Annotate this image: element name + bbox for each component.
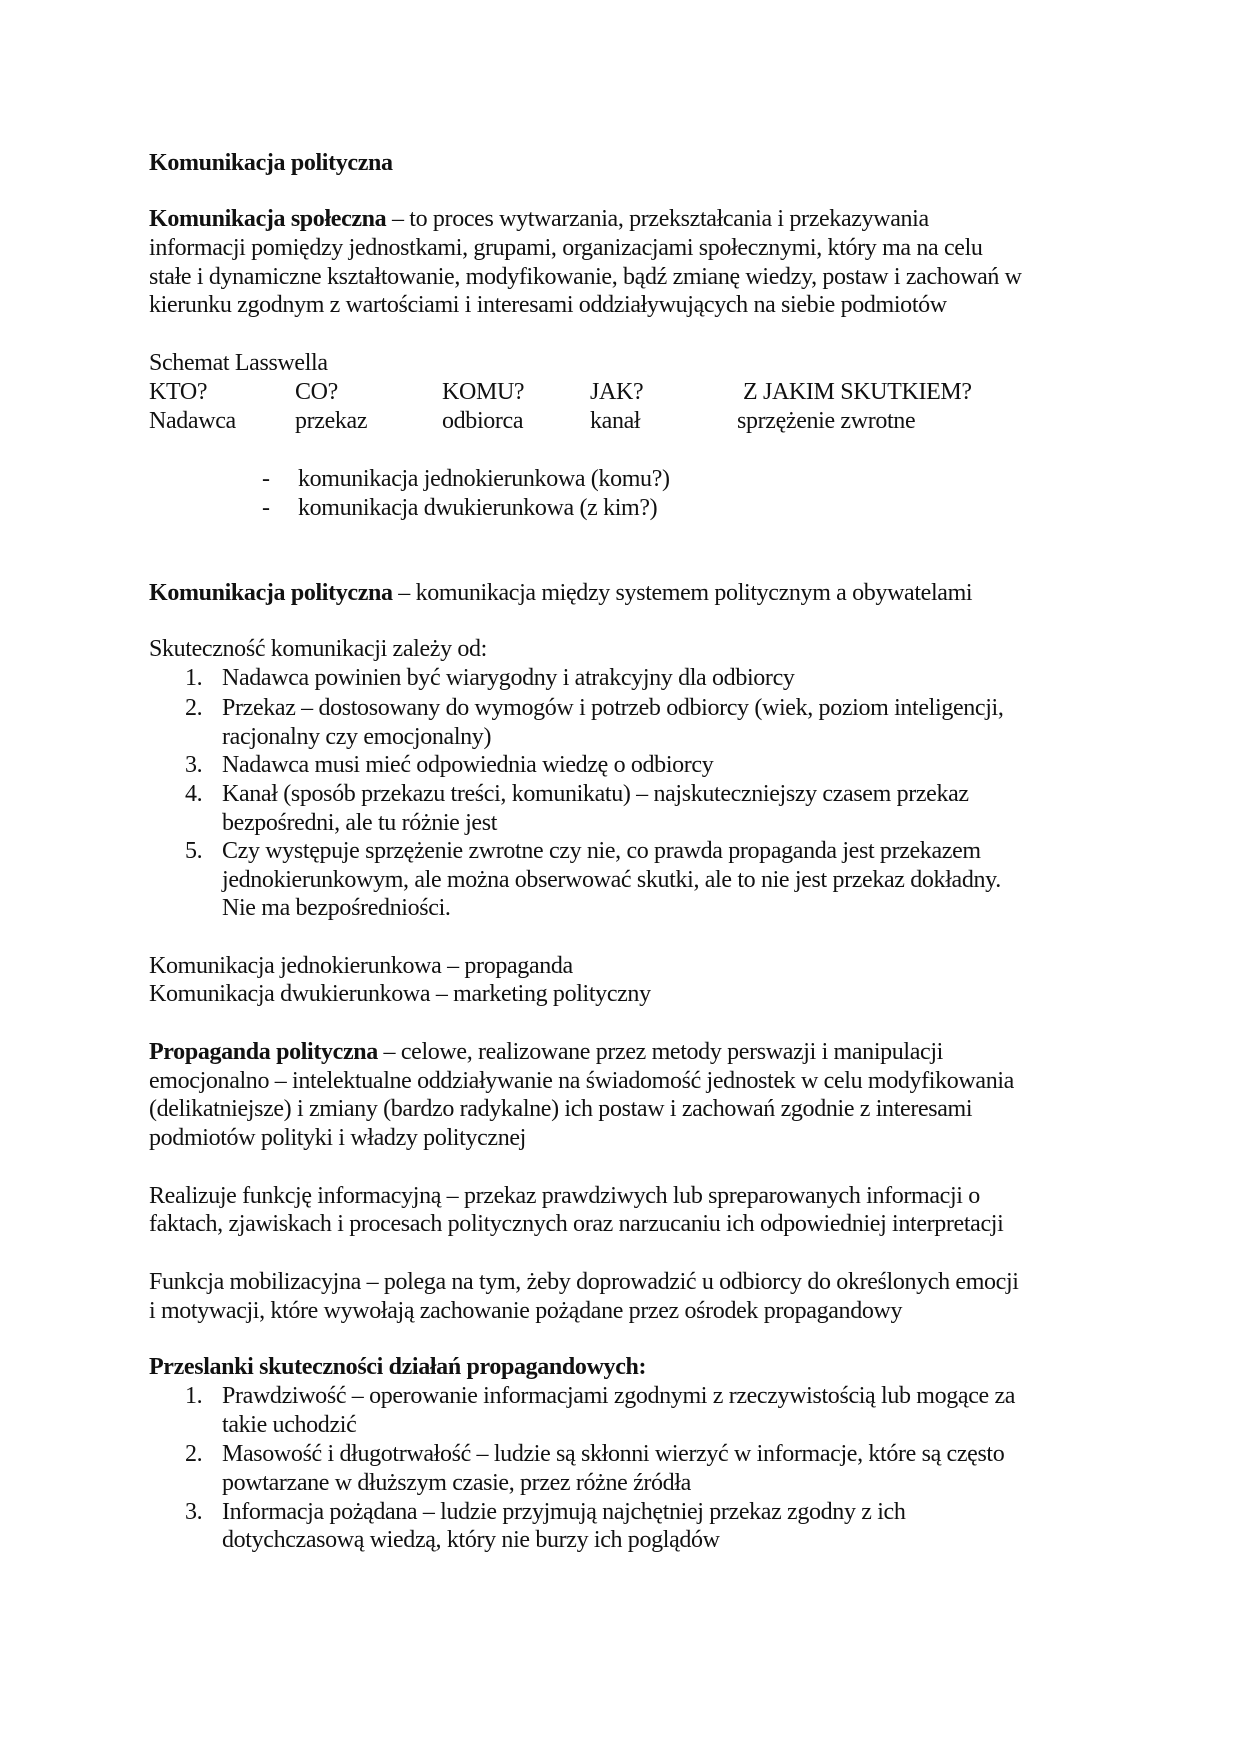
- text-line: (delikatniejsze) i zmiany (bardzo radykalne) ich postaw i zachowań zgodnie z interesami: [149, 1096, 973, 1122]
- text-line: podmiotów polityki i władzy politycznej: [149, 1125, 526, 1151]
- list-item-cont: jednokierunkowym, ale można obserwować skutki, ale to nie jest przekaz dokładny.: [222, 867, 1001, 893]
- bullet-marker: -: [262, 495, 270, 521]
- text-line: stałe i dynamiczne kształtowanie, modyfikowanie, bądź zmianę wiedzy, postaw i zachowań w: [149, 264, 1022, 290]
- text-line: Komunikacja społeczna – to proces wytwarzania, przekształcania i przekazywania: [149, 206, 929, 232]
- list-item-cont: bezpośredni, ale tu różnie jest: [222, 810, 498, 836]
- question-what: CO?: [295, 379, 338, 405]
- answer-channel: kanał: [590, 408, 641, 434]
- list-item: Przekaz – dostosowany do wymogów i potrzeb odbiorcy (wiek, poziom inteligencji,: [222, 695, 1004, 721]
- term: Propaganda polityczna: [149, 1039, 378, 1065]
- term: Komunikacja społeczna: [149, 206, 387, 232]
- list-item-cont: takie uchodzić: [222, 1412, 357, 1438]
- list-item: Nadawca musi mieć odpowiednia wiedzę o odbiorcy: [222, 752, 714, 778]
- list-item: komunikacja jednokierunkowa (komu?): [298, 466, 670, 492]
- list-number: 3.: [185, 752, 203, 778]
- question-effect: Z JAKIM SKUTKIEM?: [743, 379, 972, 405]
- list-item-cont: powtarzane w dłuższym czasie, przez różne źródła: [222, 1470, 691, 1496]
- definition-political-communication: Komunikacja polityczna – komunikacja między systemem politycznym a obywatelami: [149, 580, 973, 606]
- list-item: Kanał (sposób przekazu treści, komunikatu) – najskuteczniejszy czasem przekaz: [222, 781, 969, 807]
- question-how: JAK?: [590, 379, 644, 405]
- list-number: 2.: [185, 695, 203, 721]
- section-heading: Skuteczność komunikacji zależy od:: [149, 636, 487, 662]
- list-number: 4.: [185, 781, 203, 807]
- question-to-whom: KOMU?: [442, 379, 525, 405]
- document-title: Komunikacja polityczna: [149, 150, 393, 176]
- list-item: Nadawca powinien być wiarygodny i atrakcyjny dla odbiorcy: [222, 665, 795, 691]
- list-item: Prawdziwość – operowanie informacjami zgodnymi z rzeczywistością lub mogące za: [222, 1383, 1016, 1409]
- list-number: 1.: [185, 665, 203, 691]
- list-number: 2.: [185, 1441, 203, 1467]
- section-heading: Przeslanki skuteczności działań propagandowych:: [149, 1354, 647, 1380]
- list-item-cont: racjonalny czy emocjonalny): [222, 724, 492, 750]
- question-who: KTO?: [149, 379, 208, 405]
- bullet-marker: -: [262, 466, 270, 492]
- list-item: Masowość i długotrwałość – ludzie są skłonni wierzyć w informacje, które są często: [222, 1441, 1005, 1467]
- list-number: 3.: [185, 1499, 203, 1525]
- mobilization-line: i motywacji, które wywołają zachowanie pożądane przez ośrodek propagandowy: [149, 1298, 903, 1324]
- answer-receiver: odbiorca: [442, 408, 524, 434]
- type-one-way: Komunikacja jednokierunkowa – propaganda: [149, 953, 573, 979]
- list-item: Czy występuje sprzężenie zwrotne czy nie, co prawda propaganda jest przekazem: [222, 838, 981, 864]
- list-item-cont: Nie ma bezpośredniości.: [222, 895, 451, 921]
- answer-sender: Nadawca: [149, 408, 236, 434]
- text-line: emocjonalno – intelektualne oddziaływanie na świadomość jednostek w celu modyfikowania: [149, 1068, 1014, 1094]
- list-item: komunikacja dwukierunkowa (z kim?): [298, 495, 658, 521]
- list-number: 5.: [185, 838, 203, 864]
- type-two-way: Komunikacja dwukierunkowa – marketing polityczny: [149, 981, 651, 1007]
- lasswell-heading: Schemat Lasswella: [149, 350, 328, 376]
- list-number: 1.: [185, 1383, 203, 1409]
- answer-message: przekaz: [295, 408, 368, 434]
- mobilization-line: Funkcja mobilizacyjna – polega na tym, żeby doprowadzić u odbiorcy do określonych emocji: [149, 1269, 1019, 1295]
- list-item: Informacja pożądana – ludzie przyjmują najchętniej przekaz zgodny z ich: [222, 1499, 906, 1525]
- list-item-cont: dotychczasową wiedzą, który nie burzy ich poglądów: [222, 1527, 720, 1553]
- text-line: informacji pomiędzy jednostkami, grupami, organizacjami społecznymi, który ma na celu: [149, 235, 983, 261]
- answer-feedback: sprzężenie zwrotne: [737, 408, 916, 434]
- text-line: kierunku zgodnym z wartościami i interesami oddziaływujących na siebie podmiotów: [149, 292, 947, 318]
- term: Komunikacja polityczna: [149, 580, 393, 606]
- text-line: Propaganda polityczna – celowe, realizowane przez metody perswazji i manipulacji: [149, 1039, 943, 1065]
- info-function-line: Realizuje funkcję informacyjną – przekaz prawdziwych lub spreparowanych informacji o: [149, 1183, 980, 1209]
- info-function-line: faktach, zjawiskach i procesach politycznych oraz narzucaniu ich odpowiedniej interpretacji: [149, 1211, 1004, 1237]
